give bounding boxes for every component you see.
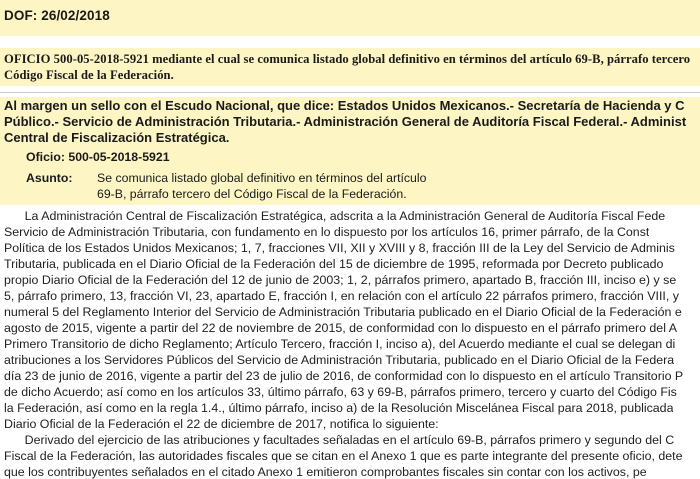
section-divider: [0, 92, 700, 93]
body-line: día 23 de junio de 2016, vigente a partir del 23 de julio de 2016, de conformidad con lo dispuesto en el artículo Transitorio P: [4, 369, 684, 383]
body-line: agosto de 2015, vigente a partir del 22 de noviembre de 2015, de conformidad con lo dispuesto en el párrafo primero del A: [4, 321, 677, 335]
body-line: propio Diario Oficial de la Federación del 12 de junio de 2003; 1, 2, párrafos primero, apartado B, fracción III, inciso e) y se: [4, 273, 677, 287]
publication-date: DOF: 26/02/2018: [4, 8, 110, 23]
body-line: que los contribuyentes señalados en el citado Anexo 1 emitieron comprobantes fiscales sin contar con los activos, pe: [4, 465, 647, 479]
body-line: Derivado del ejercicio de las atribuciones y facultades señaladas en el artículo 69-B, párrafos primero y segundo del C: [4, 433, 675, 447]
asunto-text-line: 69-B, párrafo tercero del Código Fiscal de la Federación.: [97, 187, 407, 201]
body-line: Fiscal de la Federación, las autoridades fiscales que se citan en el Anexo 1 que es parte integrante del presente oficio, dete: [4, 449, 683, 463]
body-line: La Administración Central de Fiscalización Estratégica, adscrita a la Administración General de Auditoría Fiscal Fede: [4, 209, 666, 223]
body-line: de dicho Acuerdo; así como en los artículos 33, último párrafo, 63 y 69-B, párrafos primero, tercero y cuarto del Código Fis: [4, 385, 677, 399]
body-line: Primero Transitorio de dicho Reglamento; Artículo Tercero, fracción I, inciso a), del Acuerdo mediante el cual se delegan di: [4, 337, 676, 351]
asunto-text-line: Se comunica listado global definitivo en términos del artículo: [97, 171, 427, 185]
body-line: 5, párrafo primero, 13, fracción VI, 23, apartado E, fracción I, en relación con el artículo 22 párrafos primero, fracción VIII, y: [4, 289, 679, 303]
asunto-label: Asunto:: [26, 171, 73, 185]
oficio-number: Oficio: 500-05-2018-5921: [26, 150, 170, 164]
margin-note-line: Central de Fiscalización Estratégica.: [4, 130, 230, 145]
body-line: la Federación, así como en la regla 1.4., último párrafo, inciso a) de la Resolución Miscelánea Fiscal para 2018, publicada: [4, 401, 674, 415]
body-line: Tributaria, publicada en el Diario Oficial de la Federación del 15 de diciembre de 1995, reformada por Decreto publicado: [4, 257, 664, 271]
body-line: Diario Oficial de la Federación el 22 de diciembre de 2017, notifica lo siguiente:: [4, 417, 439, 431]
body-line: Servicio de Administración Tributaria, con fundamento en lo dispuesto por los artículos 16, primer párrafo, de la Const: [4, 225, 650, 239]
margin-note-line: Público.- Servicio de Administración Tributaria.- Administración General de Auditoría Fiscal Federal.- Administ: [4, 114, 687, 129]
body-line: Política de los Estados Unidos Mexicanos; 1, 7, fracciones VII, XII y XVIII y 8, fracción III de la Ley del Servicio de Adminis: [4, 241, 675, 255]
document-title-line: Código Fiscal de la Federación.: [4, 68, 174, 82]
body-line: numeral 5 del Reglamento Interior del Servicio de Administración Tributaria publicado en el Diario Oficial de la Federación e: [4, 305, 682, 319]
document-title-line: OFICIO 500-05-2018-5921 mediante el cual se comunica listado global definitivo en términos del artículo 69-B, párrafo tercero: [4, 52, 691, 66]
margin-note-line: Al margen un sello con el Escudo Nacional, que dice: Estados Unidos Mexicanos.- Secretaría de Hacienda y C: [4, 98, 685, 113]
body-line: atribuciones a los Servidores Públicos del Servicio de Administración Tributaria, publicado en el Diario Oficial de la Federa: [4, 353, 675, 367]
